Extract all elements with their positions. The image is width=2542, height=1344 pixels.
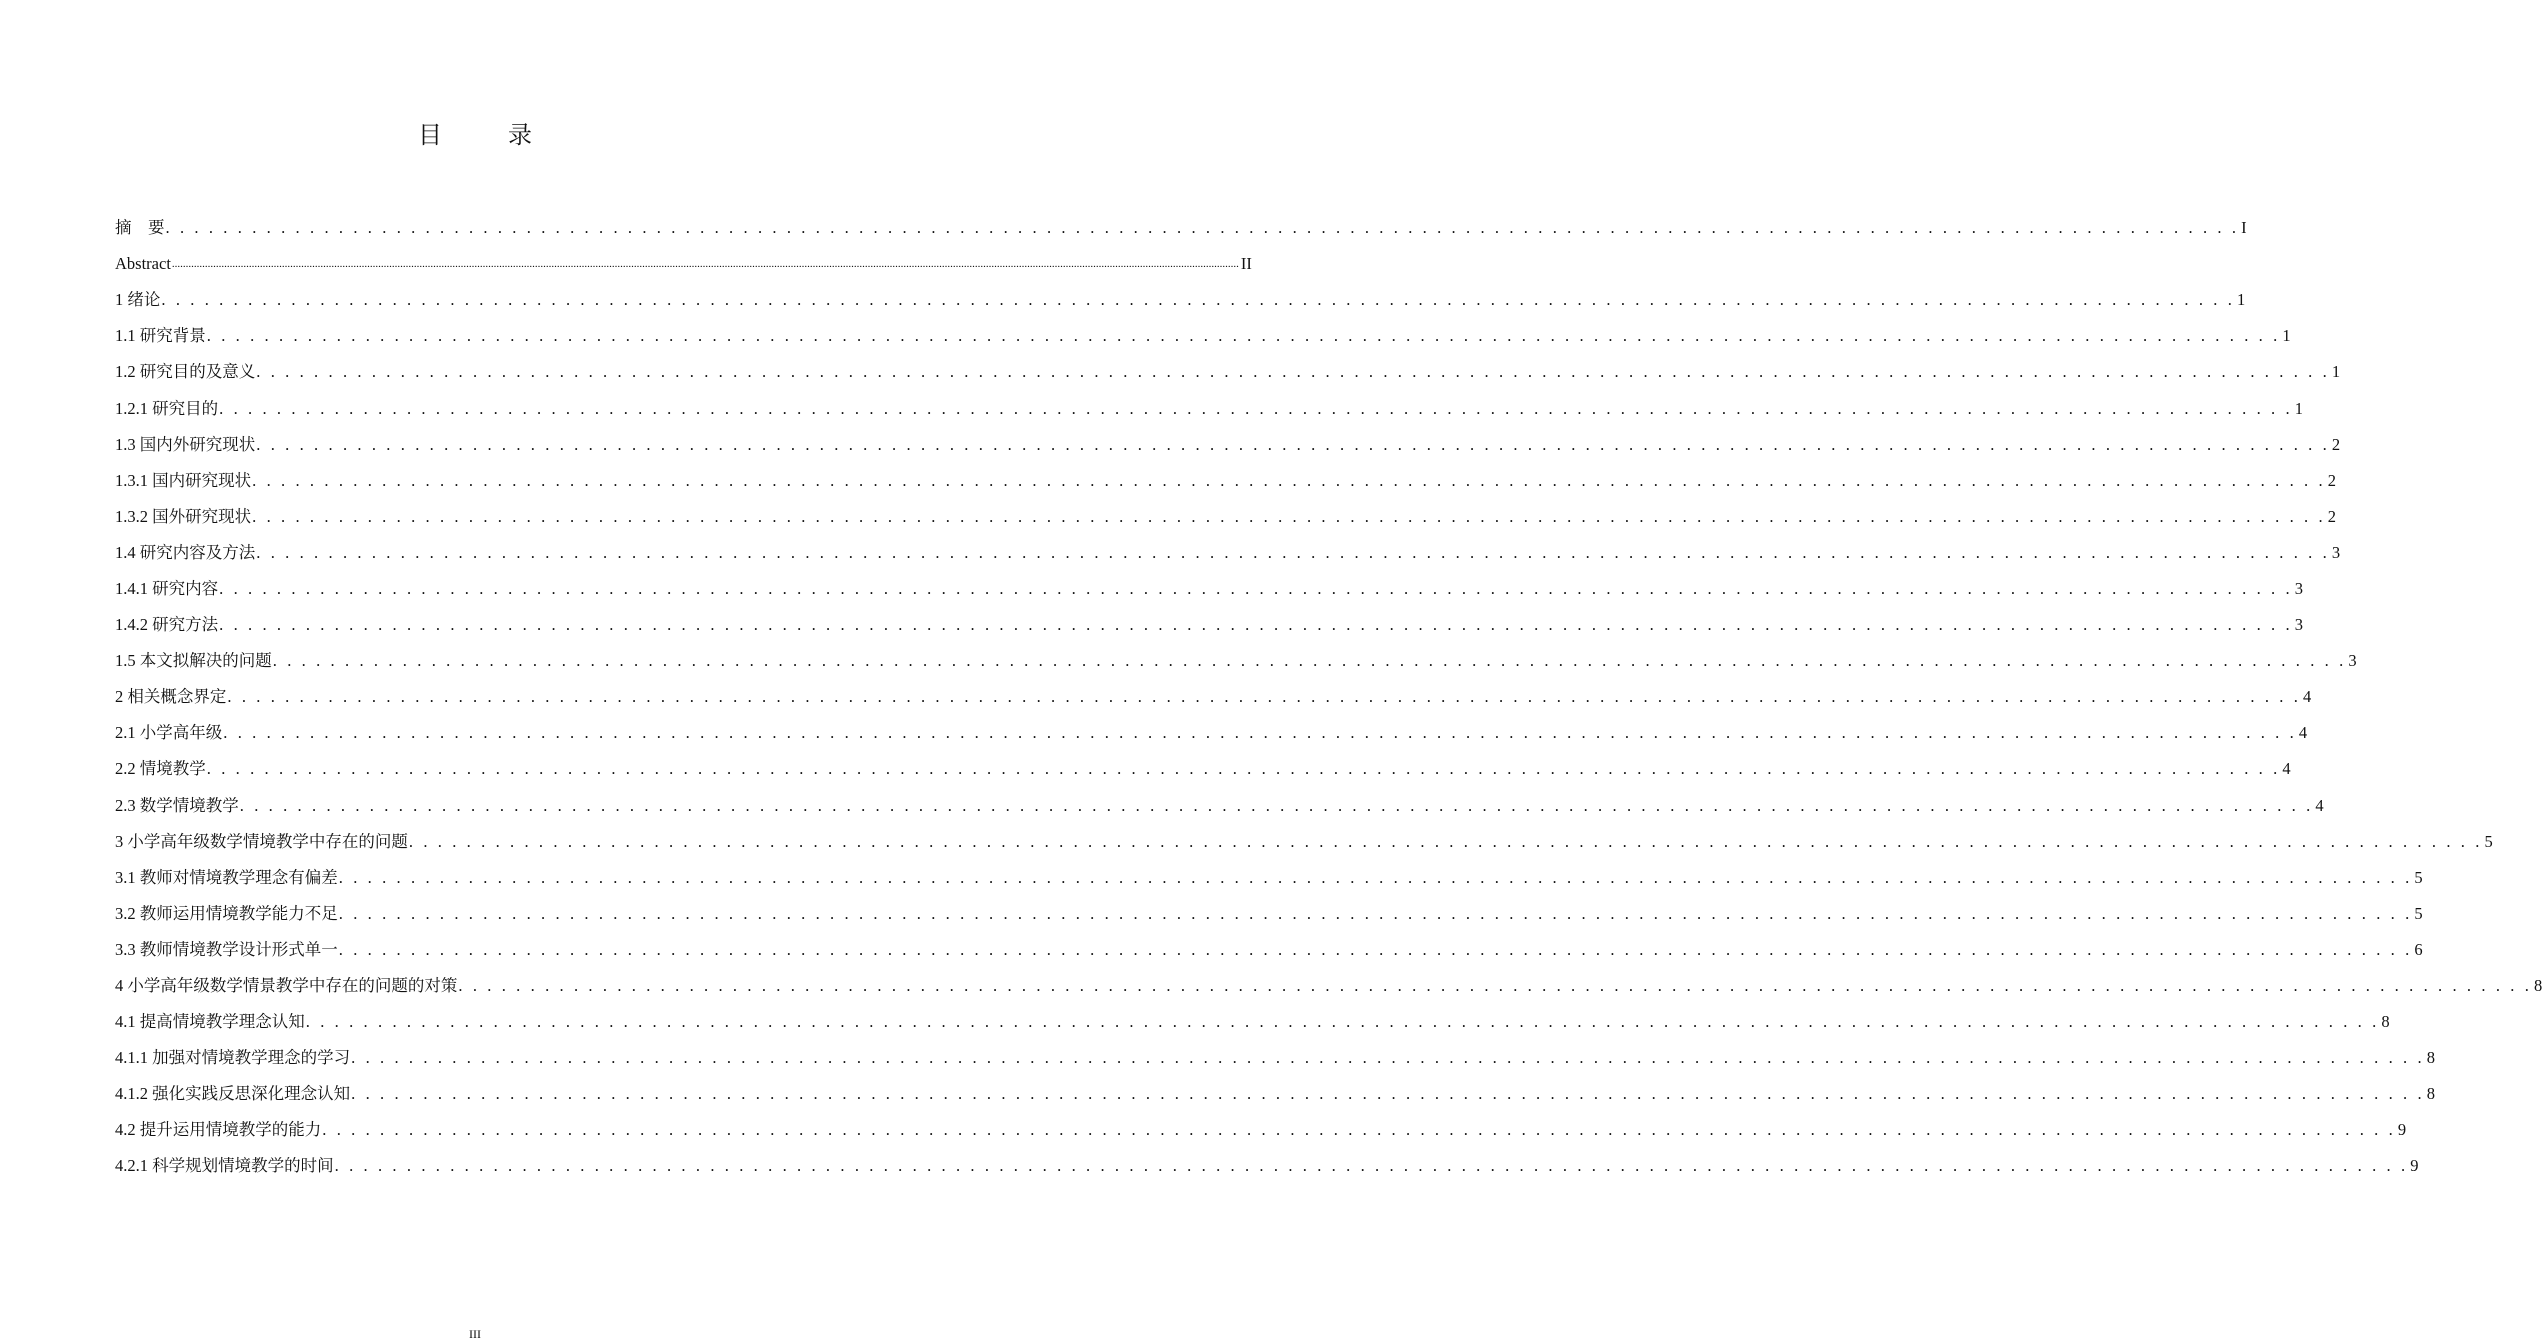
toc-dot-leader: . . . . . . . . . . . . . . . . . . . . . . . . . . . . . . . . . . . . . . . . . . . . . . . . . . . . . . . . . . . . . . . . . . . . . . . . . . . . . . . . . . . . . . . . . . . . . . . . . . . . . . . . . . . . . . . . . . . . . . . . . . . . . . . . . . . . . . . . . . . . . . . .: [206, 326, 2281, 346]
page-title: 目 录: [418, 123, 562, 149]
toc-entry-page: 1: [2294, 398, 2303, 418]
toc-entry-label: 1.3.1 国内研究现状: [115, 470, 252, 490]
toc-entry-label: 2.1 小学高年级: [115, 723, 223, 743]
toc-dot-leader: . . . . . . . . . . . . . . . . . . . . . . . . . . . . . . . . . . . . . . . . . . . . . . . . . . . . . . . . . . . . . . . . . . . . . . . . . . . . . . . . . . . . . . . . . . . . . . . . . . . . . . . . . . . . . . . . . . . . . . . . . . . . . . . . . . . . . . . . . . . . . . . .: [256, 434, 2330, 454]
toc-entry[interactable]: [115, 715, 2308, 751]
toc-entry-page: 5: [2484, 831, 2493, 851]
toc-entry[interactable]: [115, 571, 2303, 607]
toc-entry[interactable]: [115, 1040, 2435, 1076]
toc-entry[interactable]: [115, 354, 2341, 390]
toc-entry[interactable]: [115, 1076, 2435, 1112]
toc-entry[interactable]: [115, 499, 2336, 535]
toc-entry-page: II: [1240, 254, 1252, 274]
toc-entry-page: 6: [2414, 939, 2423, 959]
toc-entry-label: 4.1.2 强化实践反思深化理念认知: [115, 1084, 351, 1104]
toc-entry-page: 8: [2426, 1084, 2435, 1104]
toc-dot-leader: . . . . . . . . . . . . . . . . . . . . . . . . . . . . . . . . . . . . . . . . . . . . . . . . . . . . . . . . . . . . . . . . . . . . . . . . . . . . . . . . . . . . . . . . . . . . . . . . . . . . . . . . . . . . . . . . . . . . . . . . . . . . . . . . . . . . . . . . . . . . . . . .: [219, 398, 2293, 418]
toc-dot-leader: . . . . . . . . . . . . . . . . . . . . . . . . . . . . . . . . . . . . . . . . . . . . . . . . . . . . . . . . . . . . . . . . . . . . . . . . . . . . . . . . . . . . . . . . . . . . . . . . . . . . . . . . . . . . . . . . . . . . . . . . . . . . . . . . . . . . . . . . . . . . . . . .: [165, 218, 2240, 238]
toc-dot-leader: . . . . . . . . . . . . . . . . . . . . . . . . . . . . . . . . . . . . . . . . . . . . . . . . . . . . . . . . . . . . . . . . . . . . . . . . . . . . . . . . . . . . . . . . . . . . . . . . . . . . . . . . . . . . . . . . . . . . . . . . . . . . . . . . . . . . . . . . . . . . . . . .: [272, 651, 2347, 671]
toc-entry[interactable]: [115, 751, 2291, 787]
toc-entry[interactable]: [115, 643, 2357, 679]
toc-entry-page: I: [2241, 218, 2247, 238]
toc-entry[interactable]: [115, 860, 2423, 896]
toc-dot-leader: . . . . . . . . . . . . . . . . . . . . . . . . . . . . . . . . . . . . . . . . . . . . . . . . . . . . . . . . . . . . . . . . . . . . . . . . . . . . . . . . . . . . . . . . . . . . . . . . . . . . . . . . . . . . . . . . . . . . . . . . . . . . . . . . . . . . . . . . . . . . . . . .: [351, 1084, 2425, 1104]
toc-entry-label: 4 小学高年级数学情景教学中存在的问题的对策: [115, 976, 458, 996]
toc-entry-page: 8: [2426, 1048, 2435, 1068]
toc-entry-page: 4: [2302, 687, 2312, 707]
toc-entry[interactable]: [115, 932, 2423, 968]
toc-entry[interactable]: [115, 824, 2493, 860]
toc-dot-leader: . . . . . . . . . . . . . . . . . . . . . . . . . . . . . . . . . . . . . . . . . . . . . . . . . . . . . . . . . . . . . . . . . . . . . . . . . . . . . . . . . . . . . . . . . . . . . . . . . . . . . . . . . . . . . . . . . . . . . . . . . . . . . . . . . . . . . . . . . . . . . . . .: [338, 903, 2413, 923]
toc-dot-leader: ....................................................................................................................................................................................................................................................................................................................................................................................................: [171, 258, 1239, 271]
toc-entry[interactable]: [115, 318, 2291, 354]
table-of-contents: [115, 210, 2542, 1185]
toc-entry[interactable]: [115, 896, 2423, 932]
toc-entry-page: 5: [2414, 903, 2423, 923]
toc-entry-page: 3: [2294, 615, 2303, 635]
toc-dot-leader: . . . . . . . . . . . . . . . . . . . . . . . . . . . . . . . . . . . . . . . . . . . . . . . . . . . . . . . . . . . . . . . . . . . . . . . . . . . . . . . . . . . . . . . . . . . . . . . . . . . . . . . . . . . . . . . . . . . . . . . . . . . . . . . . . . . . . . . . . . . . . . . .: [219, 615, 2293, 635]
toc-entry-page: 2: [2331, 434, 2341, 454]
toc-entry-label: 1.4.1 研究内容: [115, 578, 219, 598]
toc-entry-label: 1.3.2 国外研究现状: [115, 506, 252, 526]
toc-dot-leader: . . . . . . . . . . . . . . . . . . . . . . . . . . . . . . . . . . . . . . . . . . . . . . . . . . . . . . . . . . . . . . . . . . . . . . . . . . . . . . . . . . . . . . . . . . . . . . . . . . . . . . . . . . . . . . . . . . . . . . . . . . . . . . . . . . . . . . . . . . . . . . . .: [322, 1120, 2396, 1140]
toc-entry-label: 1.3 国内外研究现状: [115, 434, 256, 454]
toc-entry-page: 3: [2348, 651, 2357, 671]
toc-dot-leader: . . . . . . . . . . . . . . . . . . . . . . . . . . . . . . . . . . . . . . . . . . . . . . . . . . . . . . . . . . . . . . . . . . . . . . . . . . . . . . . . . . . . . . . . . . . . . . . . . . . . . . . . . . . . . . . . . . . . . . . . . . . . . . . . . . . . . . . . . . . . . . . .: [227, 687, 2301, 707]
toc-entry-page: 9: [2397, 1120, 2407, 1140]
toc-entry[interactable]: [115, 1112, 2407, 1148]
toc-dot-leader: . . . . . . . . . . . . . . . . . . . . . . . . . . . . . . . . . . . . . . . . . . . . . . . . . . . . . . . . . . . . . . . . . . . . . . . . . . . . . . . . . . . . . . . . . . . . . . . . . . . . . . . . . . . . . . . . . . . . . . . . . . . . . . . . . . . . . . . . . . . . . . . .: [252, 470, 2326, 490]
toc-entry[interactable]: [115, 1004, 2390, 1040]
toc-dot-leader: . . . . . . . . . . . . . . . . . . . . . . . . . . . . . . . . . . . . . . . . . . . . . . . . . . . . . . . . . . . . . . . . . . . . . . . . . . . . . . . . . . . . . . . . . . . . . . . . . . . . . . . . . . . . . . . . . . . . . . . . . . . . . . . . . . . . . . . . . . . . . . . .: [334, 1156, 2409, 1176]
toc-dot-leader: . . . . . . . . . . . . . . . . . . . . . . . . . . . . . . . . . . . . . . . . . . . . . . . . . . . . . . . . . . . . . . . . . . . . . . . . . . . . . . . . . . . . . . . . . . . . . . . . . . . . . . . . . . . . . . . . . . . . . . . . . . . . . . . . . . . . . . . . . . . . . . . .: [223, 723, 2297, 743]
toc-entry-label: 1.4 研究内容及方法: [115, 542, 256, 562]
toc-entry-page: 9: [2410, 1156, 2419, 1176]
toc-entry-label: 4.1 提高情境教学理念认知: [115, 1012, 305, 1032]
toc-entry-page: 4: [2298, 723, 2308, 743]
toc-entry-page: 4: [2282, 759, 2291, 779]
toc-entry[interactable]: [115, 427, 2341, 463]
toc-dot-leader: . . . . . . . . . . . . . . . . . . . . . . . . . . . . . . . . . . . . . . . . . . . . . . . . . . . . . . . . . . . . . . . . . . . . . . . . . . . . . . . . . . . . . . . . . . . . . . . . . . . . . . . . . . . . . . . . . . . . . . . . . . . . . . . . . . . . . . . . . . . . . . . .: [252, 506, 2326, 526]
toc-entry-label: 2.2 情境教学: [115, 759, 206, 779]
toc-entry[interactable]: [115, 968, 2542, 1004]
toc-entry-page: 2: [2327, 470, 2336, 490]
toc-entry-label: 1 绪论: [115, 290, 161, 310]
toc-entry-label: 3 小学高年级数学情境教学中存在的问题: [115, 831, 408, 851]
toc-entry[interactable]: [115, 679, 2312, 715]
toc-dot-leader: . . . . . . . . . . . . . . . . . . . . . . . . . . . . . . . . . . . . . . . . . . . . . . . . . . . . . . . . . . . . . . . . . . . . . . . . . . . . . . . . . . . . . . . . . . . . . . . . . . . . . . . . . . . . . . . . . . . . . . . . . . . . . . . . . . . . . . . . . . . . . . . .: [161, 290, 2235, 310]
page-number: III: [469, 1327, 481, 1341]
toc-entry-page: 1: [2236, 290, 2246, 310]
toc-dot-leader: . . . . . . . . . . . . . . . . . . . . . . . . . . . . . . . . . . . . . . . . . . . . . . . . . . . . . . . . . . . . . . . . . . . . . . . . . . . . . . . . . . . . . . . . . . . . . . . . . . . . . . . . . . . . . . . . . . . . . . . . . . . . . . . . . . . . . . . . . . . . . . . .: [338, 939, 2413, 959]
toc-entry-page: 1: [2331, 362, 2341, 382]
toc-entry-page: 5: [2414, 867, 2423, 887]
toc-entry-label: 3.3 教师情境教学设计形式单一: [115, 939, 338, 959]
toc-entry-label: 摘 要: [115, 218, 165, 238]
toc-entry-page: 3: [2294, 578, 2303, 598]
toc-entry-page: 1: [2282, 326, 2291, 346]
toc-entry[interactable]: [115, 463, 2336, 499]
toc-dot-leader: . . . . . . . . . . . . . . . . . . . . . . . . . . . . . . . . . . . . . . . . . . . . . . . . . . . . . . . . . . . . . . . . . . . . . . . . . . . . . . . . . . . . . . . . . . . . . . . . . . . . . . . . . . . . . . . . . . . . . . . . . . . . . . . . . . . . . . . . . . . . . . . .: [239, 795, 2314, 815]
toc-entry-page: 3: [2331, 542, 2341, 562]
toc-entry-label: 4.1.1 加强对情境教学理念的学习: [115, 1048, 351, 1068]
toc-entry-label: 1.2 研究目的及意义: [115, 362, 256, 382]
toc-entry-label: 3.2 教师运用情境教学能力不足: [115, 903, 338, 923]
toc-entry[interactable]: [115, 788, 2324, 824]
toc-entry[interactable]: [115, 1148, 2419, 1184]
toc-dot-leader: . . . . . . . . . . . . . . . . . . . . . . . . . . . . . . . . . . . . . . . . . . . . . . . . . . . . . . . . . . . . . . . . . . . . . . . . . . . . . . . . . . . . . . . . . . . . . . . . . . . . . . . . . . . . . . . . . . . . . . . . . . . . . . . . . . . . . . . . . . . . . . . .: [206, 759, 2281, 779]
toc-dot-leader: . . . . . . . . . . . . . . . . . . . . . . . . . . . . . . . . . . . . . . . . . . . . . . . . . . . . . . . . . . . . . . . . . . . . . . . . . . . . . . . . . . . . . . . . . . . . . . . . . . . . . . . . . . . . . . . . . . . . . . . . . . . . . . . . . . . . . . . . . . . . . . . .: [408, 831, 2483, 851]
toc-entry-label: 2 相关概念界定: [115, 687, 227, 707]
toc-entry-page: 4: [2315, 795, 2324, 815]
toc-entry-label: 1.4.2 研究方法: [115, 615, 219, 635]
toc-entry-page: 8: [2533, 976, 2542, 996]
toc-dot-leader: . . . . . . . . . . . . . . . . . . . . . . . . . . . . . . . . . . . . . . . . . . . . . . . . . . . . . . . . . . . . . . . . . . . . . . . . . . . . . . . . . . . . . . . . . . . . . . . . . . . . . . . . . . . . . . . . . . . . . . . . . . . . . . . . . . . . . . . . . . . . . . . .: [458, 976, 2532, 996]
toc-dot-leader: . . . . . . . . . . . . . . . . . . . . . . . . . . . . . . . . . . . . . . . . . . . . . . . . . . . . . . . . . . . . . . . . . . . . . . . . . . . . . . . . . . . . . . . . . . . . . . . . . . . . . . . . . . . . . . . . . . . . . . . . . . . . . . . . . . . . . . . . . . . . . . . .: [256, 362, 2330, 382]
toc-dot-leader: . . . . . . . . . . . . . . . . . . . . . . . . . . . . . . . . . . . . . . . . . . . . . . . . . . . . . . . . . . . . . . . . . . . . . . . . . . . . . . . . . . . . . . . . . . . . . . . . . . . . . . . . . . . . . . . . . . . . . . . . . . . . . . . . . . . . . . . . . . . . . . . .: [219, 578, 2293, 598]
toc-entry-abstract-en[interactable]: [115, 246, 1252, 282]
toc-entry[interactable]: [115, 282, 2246, 318]
toc-entry-page: 8: [2381, 1012, 2390, 1032]
toc-entry-label: 1.1 研究背景: [115, 326, 206, 346]
toc-entry-label: 3.1 教师对情境教学理念有偏差: [115, 867, 338, 887]
toc-entry-label: 2.3 数学情境教学: [115, 795, 239, 815]
toc-dot-leader: . . . . . . . . . . . . . . . . . . . . . . . . . . . . . . . . . . . . . . . . . . . . . . . . . . . . . . . . . . . . . . . . . . . . . . . . . . . . . . . . . . . . . . . . . . . . . . . . . . . . . . . . . . . . . . . . . . . . . . . . . . . . . . . . . . . . . . . . . . . . . . . .: [256, 542, 2330, 562]
toc-entry-label: Abstract: [115, 254, 171, 274]
toc-entry-label: 1.5 本文拟解决的问题: [115, 651, 272, 671]
toc-entry-label: 4.2.1 科学规划情境教学的时间: [115, 1156, 334, 1176]
toc-dot-leader: . . . . . . . . . . . . . . . . . . . . . . . . . . . . . . . . . . . . . . . . . . . . . . . . . . . . . . . . . . . . . . . . . . . . . . . . . . . . . . . . . . . . . . . . . . . . . . . . . . . . . . . . . . . . . . . . . . . . . . . . . . . . . . . . . . . . . . . . . . . . . . . .: [305, 1012, 2380, 1032]
toc-entry-page: 2: [2327, 506, 2336, 526]
toc-entry-abstract-cn[interactable]: [115, 210, 2247, 246]
toc-entry[interactable]: [115, 390, 2303, 426]
toc-entry-label: 1.2.1 研究目的: [115, 398, 219, 418]
toc-entry[interactable]: [115, 607, 2303, 643]
toc-entry-label: 4.2 提升运用情境教学的能力: [115, 1120, 322, 1140]
toc-dot-leader: . . . . . . . . . . . . . . . . . . . . . . . . . . . . . . . . . . . . . . . . . . . . . . . . . . . . . . . . . . . . . . . . . . . . . . . . . . . . . . . . . . . . . . . . . . . . . . . . . . . . . . . . . . . . . . . . . . . . . . . . . . . . . . . . . . . . . . . . . . . . . . . .: [338, 867, 2413, 887]
toc-entry[interactable]: [115, 535, 2341, 571]
toc-dot-leader: . . . . . . . . . . . . . . . . . . . . . . . . . . . . . . . . . . . . . . . . . . . . . . . . . . . . . . . . . . . . . . . . . . . . . . . . . . . . . . . . . . . . . . . . . . . . . . . . . . . . . . . . . . . . . . . . . . . . . . . . . . . . . . . . . . . . . . . . . . . . . . . .: [351, 1048, 2425, 1068]
